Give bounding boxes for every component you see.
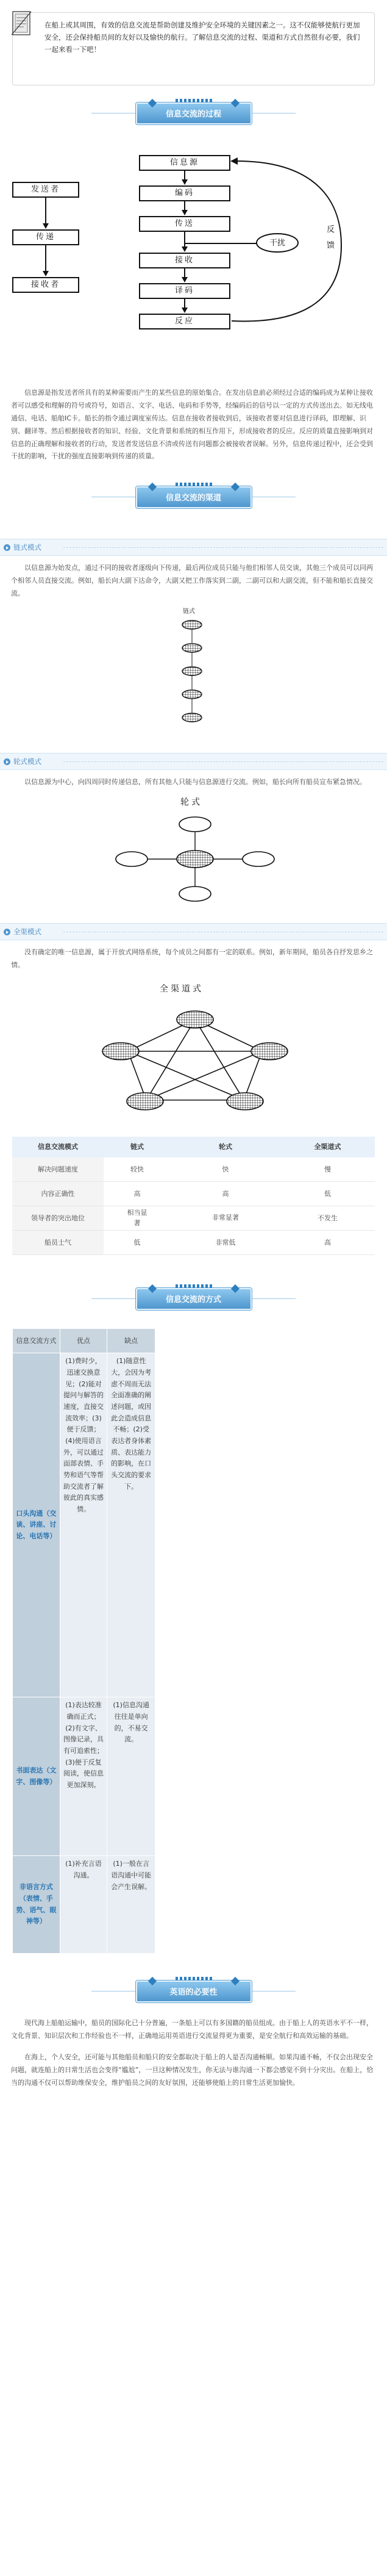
section-header-english bbox=[0, 1972, 387, 2009]
flow-box-transmit: 传递 bbox=[12, 229, 79, 245]
chain-diagram bbox=[0, 600, 387, 729]
method-pros: (1)费时少，迅速交换意见；(2)能对提问与解答的速度，直接交流效率；(3)便于反馈；(4)使用语言外，可以通过面部表情、手势和语气等帮助交流者了解彼此的真实感情。 bbox=[60, 1353, 107, 1697]
wheel-mode-desc: 以信息源为中心，向四周同时传递信息，所有其他人只能与信息源进行交流。例如，船长向所有船员宣布紧急情况。 bbox=[24, 778, 366, 786]
table-cell: 领导者的突出地位 bbox=[12, 1206, 104, 1231]
table-cell: 快 bbox=[171, 1157, 280, 1182]
table-cell: 高 bbox=[104, 1182, 171, 1206]
table-row bbox=[12, 1206, 375, 1231]
table-header: 优点 bbox=[60, 1329, 107, 1353]
section-header-process bbox=[0, 94, 387, 131]
flow-box-sender: 发送者 bbox=[12, 182, 79, 198]
table-header: 全渠道式 bbox=[280, 1137, 375, 1157]
chain-node bbox=[182, 713, 202, 722]
table-cell: 非常显著 bbox=[171, 1206, 280, 1231]
table-cell: 解决问题速度 bbox=[12, 1157, 104, 1182]
intro-box bbox=[12, 12, 375, 85]
table-header: 信息交流方式 bbox=[13, 1329, 60, 1353]
method-pros: (1)补充言语沟通。 bbox=[60, 1856, 107, 1954]
table-header: 信息交流模式 bbox=[12, 1137, 104, 1157]
table-header: 轮式 bbox=[171, 1137, 280, 1157]
notebook-icon bbox=[10, 9, 32, 37]
table-row bbox=[13, 1697, 155, 1856]
table-cell: 不发生 bbox=[280, 1206, 375, 1231]
method-type: 非语言方式（表情、手势、语气、眼神等） bbox=[13, 1856, 60, 1954]
intro-text: 在船上或其周围，有效的信息交流是帮助创建及维护安全环境的关键因素之一。这不仅能够使航行更加安全，还会保持船员间的友好以及愉快的航行。了解信息交流的过程、渠道和方式自然很有必要，我们一起来看一下吧！ bbox=[44, 21, 360, 54]
methods-table bbox=[12, 1328, 155, 1954]
table-row bbox=[12, 1157, 375, 1182]
flow-box-receiver: 接收者 bbox=[12, 277, 79, 293]
wheel-node bbox=[116, 852, 147, 866]
all-channel-node bbox=[251, 1043, 288, 1060]
method-type: 口头沟通（交谈、讲座、讨论、电话等） bbox=[13, 1353, 60, 1697]
flow-box-response: 反应 bbox=[139, 314, 230, 329]
table-row bbox=[12, 1182, 375, 1206]
table-row bbox=[13, 1856, 155, 1954]
table-cell: 内容正确性 bbox=[12, 1182, 104, 1206]
table-cell: 船员士气 bbox=[12, 1231, 104, 1255]
all-channel-node bbox=[127, 1093, 163, 1110]
section-title: 信息交流的过程 bbox=[136, 103, 252, 124]
wheel-node bbox=[179, 887, 211, 901]
table-header-row bbox=[12, 1137, 375, 1157]
feedback-label: 反馈 bbox=[327, 222, 338, 254]
table-header: 缺点 bbox=[107, 1329, 155, 1353]
chain-label: 链式 bbox=[183, 608, 195, 616]
table-row bbox=[13, 1353, 155, 1697]
table-cell: 较快 bbox=[104, 1157, 171, 1182]
table-cell: 高 bbox=[171, 1182, 280, 1206]
noise-label: 干扰 bbox=[269, 239, 285, 248]
english-paragraph-1: 现代海上船舶运输中，船员的国际化已十分普遍，一条船上可以有多国籍的船员组成。由于船上人的英语水平不一样，文化背景、知识层次和工作经验也不一样，正确地运用英语进行交流显得更为重要，是安全航行和高效运输的基础。 bbox=[11, 2019, 373, 2040]
table-cell: 相当显著 bbox=[104, 1206, 171, 1231]
all-channel-diagram bbox=[0, 972, 387, 1124]
play-circle-icon bbox=[4, 929, 10, 935]
all-channel-node bbox=[102, 1043, 139, 1060]
all-channel-mode-desc: 没有确定的唯一信息源，属于开放式网络系统，每个成员之间都有一定的联系。例如，新年期间，船员各自抒发思乡之情。 bbox=[11, 948, 373, 969]
wheel-label: 轮式 bbox=[180, 797, 202, 807]
wheel-diagram bbox=[0, 789, 387, 911]
mode-comparison-table bbox=[12, 1137, 375, 1256]
all-channel-label: 全渠道式 bbox=[160, 984, 204, 994]
chain-node bbox=[182, 690, 202, 699]
section-title: 信息交流的渠道 bbox=[136, 486, 252, 508]
flow-box-decode: 译码 bbox=[139, 283, 230, 299]
wheel-center-node bbox=[177, 851, 213, 868]
mode-bar-all-channel: 全渠模式 bbox=[0, 923, 387, 940]
all-channel-node bbox=[177, 1011, 213, 1028]
mode-bar-chain: 链式模式 bbox=[0, 539, 387, 556]
chain-node bbox=[182, 621, 202, 629]
flow-box-encode: 编码 bbox=[139, 185, 230, 201]
chain-mode-desc: 以信息源为始发点，通过不同的接收者逐级向下传递，最后两位成员只能与他们相邻人员交谈，其他三个成员可以同两个相邻人员直接交流。例如，船长向大副下达命令，大副又把工作落实到二副，二副可以和大副交流，但不能和船长直接交流。 bbox=[11, 564, 373, 598]
play-circle-icon bbox=[4, 758, 10, 765]
section-header-channels bbox=[0, 478, 387, 514]
method-type: 书面表达（文字、图像等） bbox=[13, 1697, 60, 1856]
method-cons: (1)一般在言语沟通中可能会产生误解。 bbox=[107, 1856, 155, 1954]
flow-box-send: 传送 bbox=[139, 216, 230, 232]
table-header-row bbox=[13, 1329, 155, 1353]
method-cons: (1)随意性大，会因为考虑不周而无法全面准确的阐述问题，或因此会造成信息不畅；(2)受表达者身体素质、表达能力的影响，在口头交流的要求下。 bbox=[107, 1353, 155, 1697]
wheel-node bbox=[243, 852, 274, 866]
method-pros: (1)表达较准确而正式；(2)有文字、图像记录，具有可追索性；(3)便于反复阅读，使信息更加深刻。 bbox=[60, 1697, 107, 1856]
table-cell: 低 bbox=[280, 1182, 375, 1206]
process-paragraph: 信息源是指发送者所具有的某种需要而产生的某些信息的原始集合。在发出信息前必须经过合适的编码成为某种让接收者可以感受和理解的符号或符号，如语言、文字、电话、电码和手势等，经编码后的信号以一定的方式传送出去。如无线电通信、电话、船舶IC卡。船长的指令通过调度室传达。信息在接收者接收到后，该接收者要对信息进行译码，即理解、识别、翻译等。然后根据接收者的知识、经验、文化背景和系统的相互作用下，形成接收者的反应。反应的质量直接影响到对信息的正确理解和接收者的行动，发送者发送信息不清或传送有问题都会被接收者误解。另外，信息传递过程中，还会受到干扰的影响，干扰的强度直接影响到传递的质量。 bbox=[11, 389, 373, 461]
table-cell: 非常低 bbox=[171, 1231, 280, 1255]
table-row bbox=[12, 1231, 375, 1255]
flow-box-receive: 接收 bbox=[139, 253, 230, 268]
section-title: 信息交流的方式 bbox=[136, 1288, 252, 1310]
all-channel-node bbox=[227, 1093, 263, 1110]
table-cell: 慢 bbox=[280, 1157, 375, 1182]
table-cell: 低 bbox=[104, 1231, 171, 1255]
section-title: 英语的必要性 bbox=[136, 1981, 252, 2002]
table-header: 链式 bbox=[104, 1137, 171, 1157]
section-header-methods bbox=[0, 1279, 387, 1316]
table-cell: 高 bbox=[280, 1231, 375, 1255]
chain-node bbox=[182, 667, 202, 675]
communication-flow-diagram bbox=[0, 131, 387, 381]
method-cons: (1)信息沟通往往是单向的，不易交流。 bbox=[107, 1697, 155, 1856]
flow-box-source: 信息源 bbox=[139, 155, 230, 171]
mode-bar-wheel: 轮式模式 bbox=[0, 753, 387, 770]
play-circle-icon bbox=[4, 544, 10, 551]
chain-node bbox=[182, 644, 202, 652]
english-paragraph-2: 在海上，个人安全，还可能与其他船员和船只的安全都取决于船上的人是否沟通畅顺。如果沟通不畅，不仅会出现安全问题，就连船上的日常生活也会变得“尴尬”，一旦这种情况发生，你无法与谁沟通一下都会感觉不到十分灾出。在船上，恰当的沟通不仅可以帮助维保安全，维护船员之间的友好氛围，还能够使船上的日常生活更加愉快。 bbox=[11, 2053, 374, 2087]
wheel-node bbox=[179, 817, 211, 832]
